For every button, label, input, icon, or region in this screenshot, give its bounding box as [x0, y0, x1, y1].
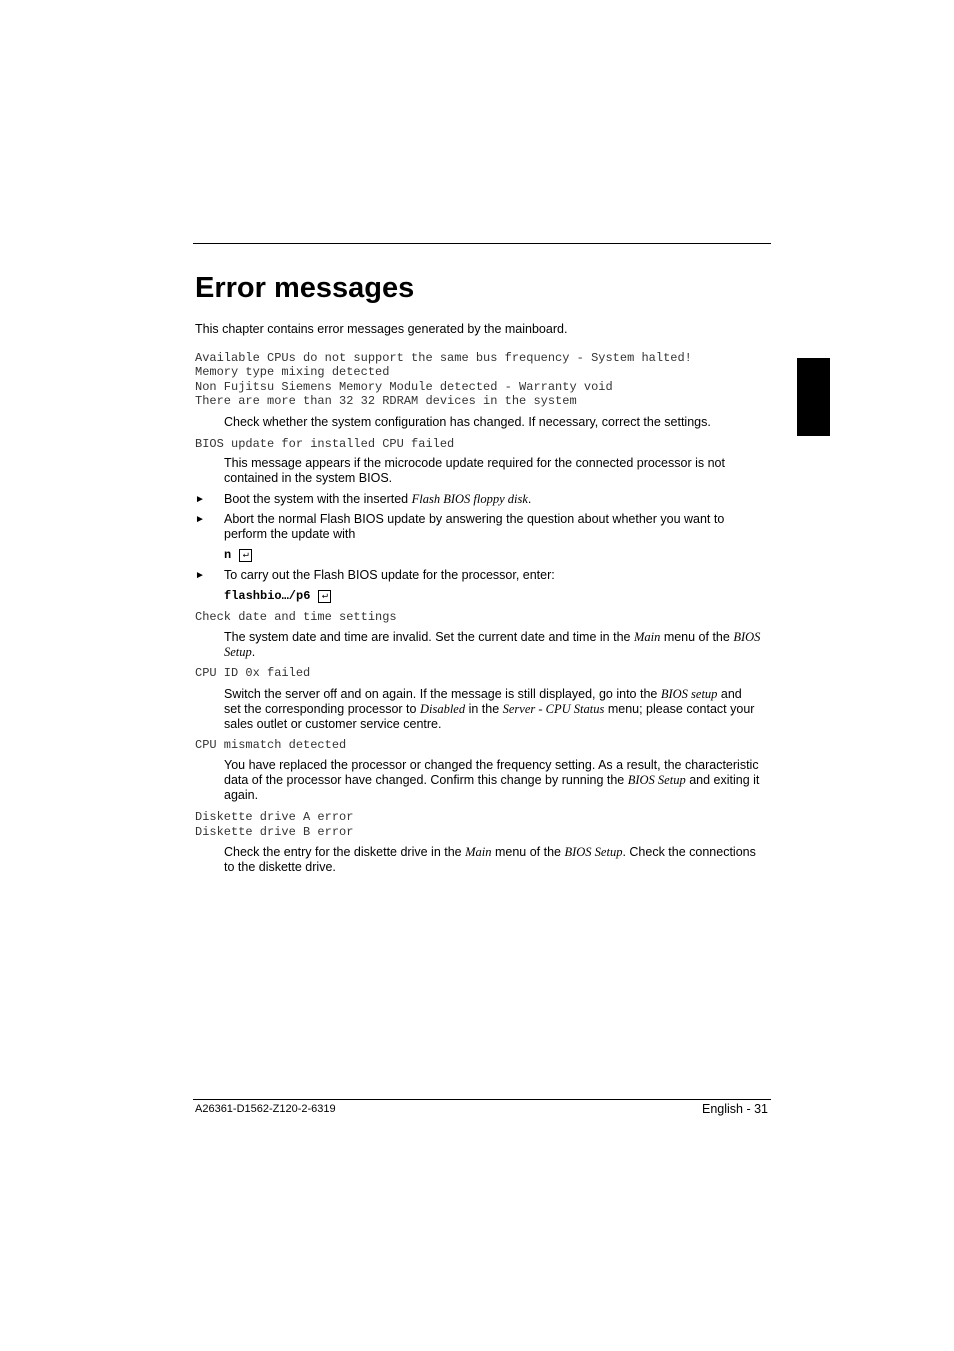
error-code: Check date and time settings	[195, 610, 397, 625]
document-number: A26361-D1562-Z120-2-6319	[195, 1103, 336, 1115]
enter-key-icon: ↵	[318, 590, 331, 603]
error-description: Check the entry for the diskette drive in the Main menu of the BIOS Setup. Check the connections to the diskette drive.	[224, 845, 756, 875]
error-description: You have replaced the processor or changed the frequency setting. As a result, the characteristic data of the processor have changed. Confirm this change by running the BIOS Setup and exiting it again.	[224, 758, 760, 803]
command-text: flashbio…/p6	[224, 589, 311, 604]
instruction-step	[195, 492, 761, 507]
error-code: Diskette drive A error	[195, 810, 354, 825]
command-line	[224, 589, 761, 604]
command-line	[224, 548, 761, 563]
error-code: Diskette drive B error	[195, 824, 354, 839]
error-code: CPU ID 0x failed	[195, 666, 311, 681]
page-title: Error messages	[195, 272, 415, 304]
error-code: Available CPUs do not support the same bus frequency - System halted!	[195, 351, 692, 365]
footer-rule	[193, 1099, 771, 1100]
instruction-step	[195, 568, 761, 583]
chapter-thumb-tab	[797, 358, 830, 436]
error-code: BIOS update for installed CPU failed	[195, 436, 455, 451]
instruction-step	[195, 512, 761, 542]
step-text: Abort the normal Flash BIOS update by answering the question about whether you want to perform the update with	[224, 512, 725, 542]
error-code: CPU mismatch detected	[195, 737, 347, 752]
error-code: Memory type mixing detected	[195, 365, 390, 380]
intro-text: This chapter contains error messages generated by the mainboard.	[195, 322, 568, 336]
right-triangle-icon: ►	[195, 570, 205, 582]
error-code: Non Fujitsu Siemens Memory Module detected - Warranty void	[195, 379, 613, 394]
enter-key-icon: ↵	[239, 549, 252, 562]
right-triangle-icon: ►	[195, 514, 205, 526]
step-text: Boot the system with the inserted Flash BIOS floppy disk.	[224, 492, 532, 507]
error-description: The system date and time are invalid. Set the current date and time in the Main menu of the BIOS Setup.	[224, 630, 761, 660]
right-triangle-icon: ►	[195, 494, 205, 506]
step-text: To carry out the Flash BIOS update for the processor, enter:	[224, 568, 555, 583]
error-description: This message appears if the microcode update required for the connected processor is not contained in the system BIOS.	[224, 456, 725, 486]
error-description: Switch the server off and on again. If the message is still displayed, go into the BIOS setup and set the corresponding processor to Disabled in the Server - CPU Status menu; please contact your sales outlet or customer service centre.	[224, 686, 755, 731]
page-number: English - 31	[701, 1102, 768, 1116]
command-text: n	[224, 548, 232, 563]
main-content	[195, 322, 761, 875]
error-description: Check whether the system configuration has changed. If necessary, correct the settings.	[224, 414, 711, 429]
header-rule	[193, 243, 771, 244]
error-code: There are more than 32 32 RDRAM devices in the system	[195, 394, 577, 409]
